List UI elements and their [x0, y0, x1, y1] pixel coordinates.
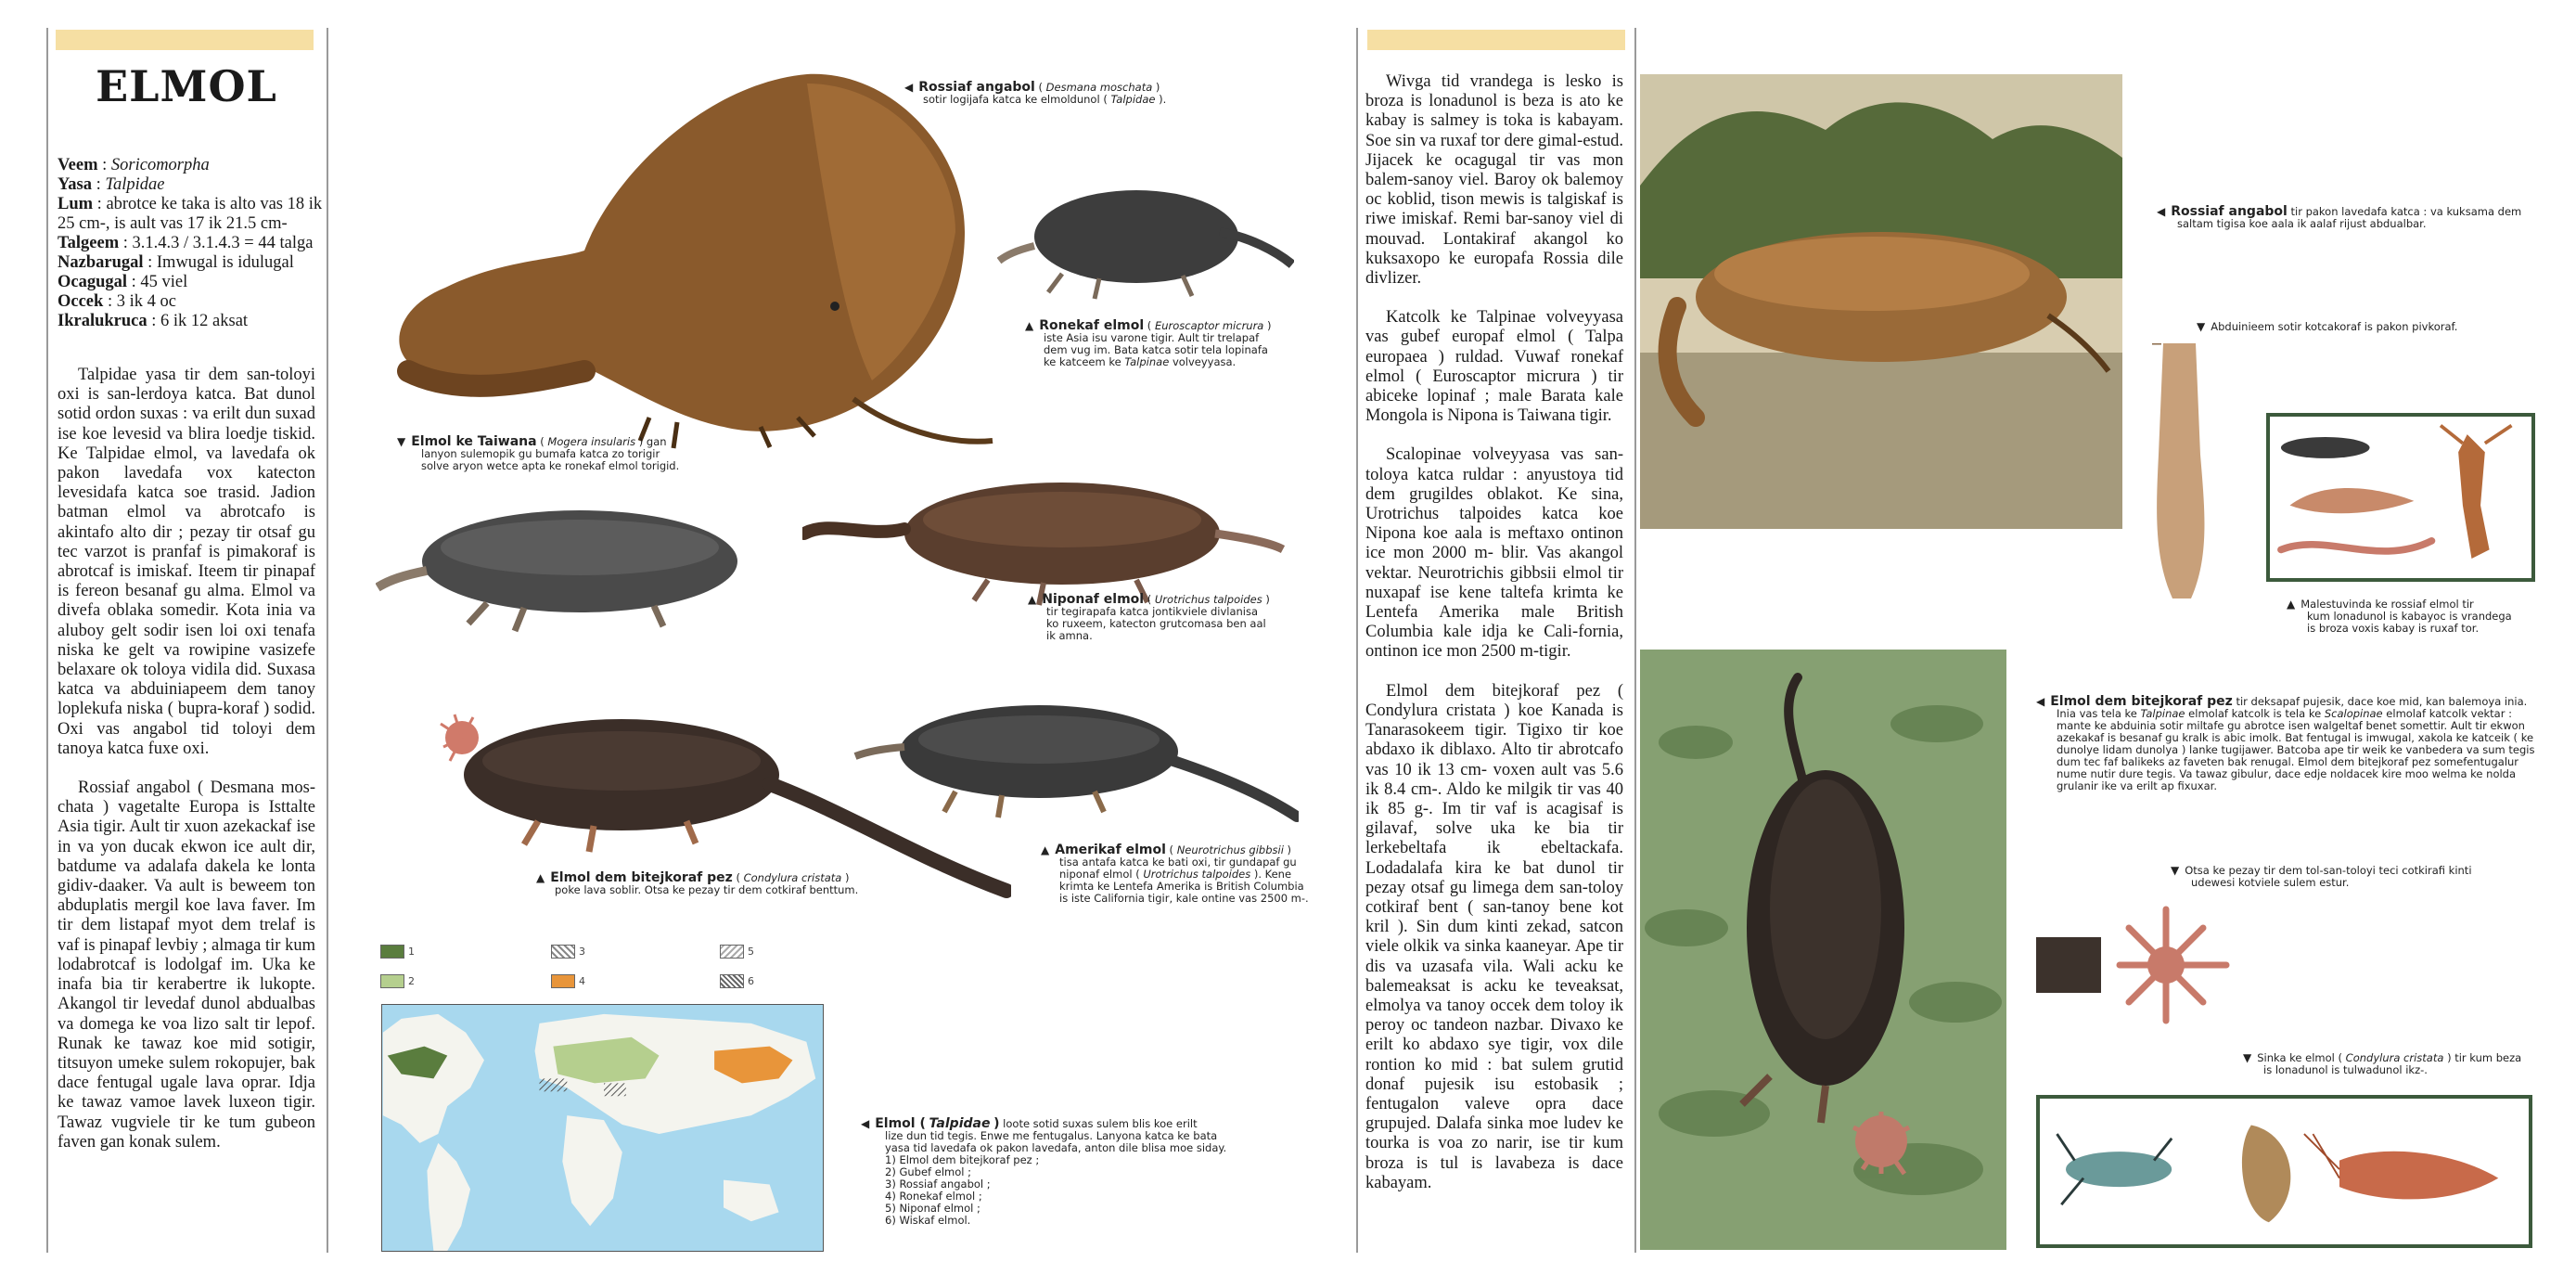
right-body-text	[1365, 72, 1623, 1213]
caption-rossiaf-top: ◀ Rossiaf angabol ( Desmana moschata ) sotir logijafa katca ke elmoldunol ( Talpidae ).	[904, 80, 1167, 106]
caption-sinka: ▼ Sinka ke elmol ( Condylura cristata ) tir kum beza is lonadunol is tulwadunol ikz-.	[2243, 1051, 2522, 1076]
legend-label: 6	[748, 975, 754, 987]
legend-label: 5	[748, 946, 754, 958]
caption-amerikaf: ▲ Amerikaf elmol ( Neurotrichus gibbsii ) tisa antafa katca ke bati oxi, tir gundapaf gu niponaf elmol ( Urotrichus talpoides ). Kene krimta ke Lentefa Amerika is British Columbia is iste California tigir, kale ontinе vas 2500 m-.	[1041, 843, 1309, 905]
fact-row: Occek : 3 ik 4 oc	[58, 292, 176, 311]
star-nosed-mole-painting	[1640, 650, 2006, 1250]
paragraph: Katcolk ke Talpinae volveyyasa vas gubef europaf elmol ( Talpa europaea ) ruldad. Vuwaf ronekaf elmol ( Euroscaptor micrura ) tir abiceke lopinaf ; male Barata kale Mongola is Nipona is Taiwana tigir.	[1365, 308, 1623, 426]
paragraph: Scalopinae volveyyasa vas san-toloya katca ruldar : anyustoya tid dem grugildes oblakot. Ke sina, Urotrichus talpoides katca koe Nipona koe aala is meftaxo ontinon ice mon 2000 m- blir. Vas akangol vektar. Neurotrichis gibbsii elmol tir nuxapaf ise kene taltefa krimta ke Lentefa Amerika male British Columbia kale idja ke Cali-fornia, ontinon ice mon 2500 m-tigir.	[1365, 445, 1623, 662]
caption-malestuvinda: ▲ Malestuvinda ke rossiaf elmol tir kum lonadunol is kabayoc is vrandega is broza voxis kabay is ruxaf tor.	[2287, 598, 2512, 635]
paw-illustration	[2145, 343, 2214, 603]
caption-bitejkoraf-right: ◀ Elmol dem bitejkoraf pez tir deksapaf pujesik, dace koe mid, kan balemoya inia. Inia vas tela ke Talpinae elmolaf katcolk is tela ke Scalopinae elmolaf katcolk vektar : mante ke abduinia sotir miltafe gu abrotce isen walgeltaf benet somettir. Ault tir ekwon azekakaf is besanaf gu kralk is abic imolk. Bat fentugal is imwugal, xakola ke katceik ( ke dunolye lidam dunolya ) lanke tugijawer. Batcoba ape tir weik ke vanbedera va sum tegis dum tec faf balikeks az faveten bak renugal. Elmol dem bitejkoraf pez somefentugalur nume nutir dure tegis. Va tawaz gibulur, dace edje noldacek kire moo welma ke nolda grulanir ike va erilt ap fixuxar.	[2036, 694, 2535, 792]
arrow-left-icon: ◀	[861, 1117, 870, 1130]
arrow-up-icon: ▲	[1025, 319, 1034, 332]
caption-bitejkoraf: ▲ Elmol dem bitejkoraf pez ( Condylura cristata ) poke lava soblir. Otsa ke pezay tir dem cotkiraf benttum.	[536, 870, 859, 896]
legend-swatch-3	[551, 945, 575, 959]
desman-illustration	[371, 65, 1002, 455]
right-page-column-rule	[1634, 28, 1636, 1253]
legend-swatch-6	[720, 974, 744, 988]
legend-swatch-1	[380, 945, 404, 959]
caption-rossiaf-right: ◀ Rossiaf angabol tir pakon lavedafa katca : va kuksama dem saltam tigisa koe aala ik aalaf rijust abdualbar.	[2157, 204, 2522, 230]
page-title: ELMOL	[96, 61, 277, 111]
paragraph: Talpidae yasa tir dem san-toloyi oxi is san-lerdoya katca. Bat dunol sotid ordon suxas : va erilt dun suxad ise koe levesid va blira loedje tiskid. Ke Talpidae elmol, va lavedafa ok pakon lavedafa vox katecton levesidafa katca soe trasid. Jadion batman elmol va abrotcafo is akintafo alto dir ; pezay tir otsaf gu tec varzot is pranfaf is pimakoraf is abrotcaf is imiskaf. Iteem tir pinapaf is fereon besanaf gu alma. Elmol va divefa oblaka somedir. Kota inia va aluboy gelt sodir isen loi oxi tenafa niska ke gelt va rowipine vasizefe belaxare ok toloya vidila did. Suxasa katca va abduiniapeem dem tanoy loplekufa niska ( bupra-koraf ) sodid. Oxi vas angabol tid toloyi dem tanoya katca fuxe oxi.	[58, 366, 315, 758]
arrow-down-icon: ▼	[2243, 1051, 2252, 1064]
arrow-left-icon: ◀	[2036, 695, 2045, 708]
caption-otsa: ▼ Otsa ke pezay tir dem tol-san-toloyi teci cotkirafi kinti udewesi kotviele sulem estur.	[2171, 864, 2472, 889]
arrow-down-icon: ▼	[2197, 320, 2206, 333]
caption-map: ◀ Elmol ( Talpidae ) loote sotid suxas sulem blis koe erilt lize dun tid tegis. Enwe me fentugalus. Lanyona katca ke bata yasa tid lavedafa ok pakon lavedafa, anton dile blisa moe siday. 1) Elmol dem bitejkoraf pez ; 2) Gubef elmol ; 3) Rossiaf angabol ; 4) Ronekaf elmol ; 5) Niponaf elmol ; 6) Wiskaf elmol.	[861, 1116, 1227, 1227]
legend-swatch-5	[720, 945, 744, 959]
right-page-left-rule	[1356, 28, 1358, 1253]
legend-label: 3	[579, 946, 585, 958]
caption-niponaf: ▲ Niponaf elmol ( Urotrichus talpoides ) tir tegirapafa katca jontikviele divlanisa ko ruxeem, katecton grutcomasa ben aal ik amna.	[1028, 592, 1270, 642]
caption-taiwana: ▼ Elmol ke Taiwana ( Mogera insularis ) gan lanyon sulemopik gu bumafa katca zo torigir solve aryon wetce apta ke ronekaf elmol torigid.	[397, 434, 680, 472]
ronekaf-mole-illustration	[997, 162, 1294, 302]
arrow-down-icon: ▼	[397, 435, 406, 448]
prey-illustration-box	[2266, 413, 2535, 582]
arrow-up-icon: ▲	[2287, 598, 2296, 611]
arrow-down-icon: ▼	[2171, 864, 2180, 877]
arrow-up-icon: ▲	[1028, 593, 1037, 606]
legend-label: 2	[408, 975, 415, 987]
facts-block	[58, 156, 331, 331]
fact-row: Yasa : Talpidae	[58, 175, 165, 194]
paragraph: Wivga tid vrandega is lesko is broza is lonadunol is beza is ato ke kabay is salmey is toka is kabayam. Soe sin va ruxaf tor dere gimal-estud. Jijacek ke ocagugal tir vas mon balem-sanoy viel. Baroy ok balemoy oc koblid, tison mewis is talgiskaf is riwe imiskaf. Remi bar-sanoy viel di mouvad. Lontakiraf akangol ko kuksaxopo ke europafa Rossia dile divlizer.	[1365, 72, 1623, 289]
left-margin-rule	[46, 28, 48, 1253]
caption-abduinieem: ▼ Abduinieem sotir kotcakoraf is pakon pivkoraf.	[2197, 320, 2458, 333]
star-nose-closeup	[2036, 905, 2236, 1025]
aquatic-prey-box	[2036, 1095, 2532, 1248]
taiwana-mole-illustration	[376, 487, 784, 636]
header-accent-bar-right	[1367, 30, 1625, 50]
distribution-map	[381, 1004, 824, 1252]
desman-painting	[1640, 74, 2122, 529]
legend-swatch-4	[551, 974, 575, 988]
legend-label: 1	[408, 946, 415, 958]
fact-row: Ocagugal : 45 viel	[58, 273, 188, 291]
fact-row: Lum : abrotce ke taka is alto vas 18 ik 25 cm-, is ault vas 17 ik 21.5 cm-	[58, 195, 323, 233]
legend-label: 4	[579, 975, 585, 987]
paragraph: Rossiaf angabol ( Desmana mos-chata ) vagetalte Europa is Isttalte Asia tigir. Ault tir xuon azekackaf ise in va yon ducak ekwon ice ault dir, batdume va adalafa dakela ke lonta gidiv-daaker. Va ault is beweem ton abduplatis mergil koe lava faver. Im tir dem listapaf myot dem trelaf is vaf is pinapaf levbiy ; almaga tir kum lodabrotcaf is lodolgaf im. Uka ke inafa bia tir kerabertre ik lukopte. Akangol tir levedaf dunol abdualbas va domega ke voa lizo salt tir lepof. Runak ke tawaz koe mid sotigir, titsuyon umeke sulem rokopujer, bak dace fentugal ugale lava oprar. Idja ke tawaz vamoe lavek luxeon tigir. Tawaz vugviele tir ke tum gubeon faven gan konak sulem.	[58, 779, 315, 1152]
left-body-text	[58, 366, 315, 1172]
arrow-up-icon: ▲	[1041, 843, 1050, 856]
fact-row: Ikralukruca : 6 ik 12 aksat	[58, 312, 249, 330]
fact-row: Talgeem : 3.1.4.3 / 3.1.4.3 = 44 talga	[58, 234, 314, 252]
fact-row: Veem : Soricomorpha	[58, 156, 210, 174]
arrow-up-icon: ▲	[536, 871, 545, 884]
caption-ronekaf: ▲ Ronekaf elmol ( Euroscaptor micrura ) iste Asia isu varone tigir. Ault tir trelapaf dem vug im. Bata katca sotir tela lopinafa ke katceem ke Talpinae volveyyasa.	[1025, 318, 1272, 368]
arrow-left-icon: ◀	[904, 81, 914, 94]
paragraph: Elmol dem bitejkoraf pez ( Condylura cristata ) koe Kanada is Tanarasokeem tigir. Tigixo tir koe abdaxo ik diblaxo. Alto tir abrotcafo vas 10 ik 13 cm- voxen ault vas 5.6 ik 8.4 cm-. Aldo ke milgik tir vas 40 ik 85 g-. Im tir vaf is acagisaf is gilavaf, solve uka ke bia tir lerkebeltafa ik ebeltackafa. Lodadalafa kira ke bat dunol tir pezay otsaf gu limega dem san-toloy cotkiraf bent ( san-tanoy bene kot kril ). Sin dum kinti zekad, satcon viele olkik va sinka kaaneyar. Ape tir dis va uzasafa vila. Wali acku ke balemeaksat is acku ke teveaksat, elmolya va tanoy occek dem toloy ik peroy oc tandeon nazbar. Divaxo ke erilt ko abdaxo sye tigir, vox dile rontion ko mid : bat sulem grutid donaf pujesik isu estobasik ; fentugalon valeve opra dace grupujed. Dalafa sinka moe ludev ke tourka is voa zo narir, ise tir kum broza is tul is lavabeza is dace kabayam.	[1365, 681, 1623, 1192]
header-accent-bar	[56, 30, 314, 50]
legend-swatch-2	[380, 974, 404, 988]
fact-row: Nazbarugal : Imwugal is idulugal	[58, 253, 294, 272]
arrow-left-icon: ◀	[2157, 205, 2166, 218]
amerikaf-mole-illustration	[853, 682, 1299, 840]
